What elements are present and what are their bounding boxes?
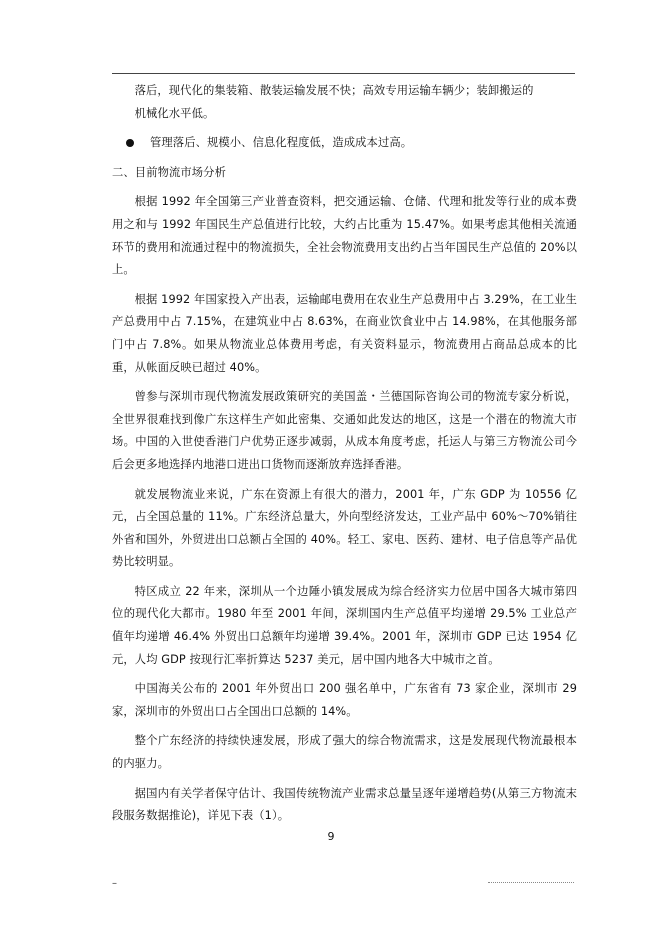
continued-paragraph [112, 80, 577, 125]
header-rule [112, 73, 575, 74]
paragraph-6: 中国海关公布的 2001 年外贸出口 200 强名单中，广东省有 73 家企业，深圳市 29 家，深圳市的外贸出口占全国出口总额的 14%。 [112, 682, 577, 718]
bullet-item [112, 132, 577, 155]
bullet-dot-icon [126, 139, 134, 147]
paragraph-1: 根据 1992 年全国第三产业普查资料，把交通运输、仓储、代理和批发等行业的成本费用之和与 1992 年国民生产总值进行比较，大约占比重为 15.47%。如果考虑其他相关流通环节的费用和流通过程中的物流损失，全社会物流费用支出约占当年国民生产总值的 20%以上。 [112, 195, 577, 277]
document-body [112, 80, 577, 835]
page-number: 9 [327, 830, 335, 843]
footer-right-rule [488, 882, 574, 883]
continued-line-2: 机械化水平低。 [134, 106, 215, 120]
footer-left-mark: – [112, 878, 117, 889]
bullet-text: 管理落后、规模小、信息化程度低，造成成本过高。 [150, 136, 413, 150]
paragraph-2: 根据 1992 年国家投入产出表，运输邮电费用在农业生产总费用中占 3.29%，在工业生产总费用中占 7.15%，在建筑业中占 8.63%，在商业饮食业中占 14.98%，在其他服务部门中占 7.8%。如果从物流业总体费用考虑，有关资料显示，物流费用占商品总成本的比重，从帐面反映已超过 40%。 [112, 292, 577, 374]
paragraph-8: 据国内有关学者保守估计、我国传统物流产业需求总量呈逐年递增趋势(从第三方物流末段服务数据推论)，详见下表（1）。 [112, 786, 577, 823]
section-heading: 二、目前物流市场分析 [112, 165, 226, 179]
paragraph-7: 整个广东经济的持续快速发展，形成了强大的综合物流需求，这是发展现代物流最根本的内驱力。 [112, 734, 577, 771]
paragraph-4: 就发展物流业来说，广东在资源上有很大的潜力，2001 年，广东 GDP 为 10556 亿元，占全国总量的 11%。广东经济总量大，外向型经济发达，工业产品中 60%～70%销往外省和国外，外贸进出口总额占全国的 40%。轻工、家电、医药、建材、电子信息等产品优势比较明显。 [112, 487, 577, 569]
continued-line-1: 落后，现代化的集装箱、散装运输发展不快；高效专用运输车辆少；装卸搬运的 [134, 84, 534, 97]
paragraph-3: 曾参与深圳市现代物流发展政策研究的美国盖・兰德国际咨询公司的物流专家分析说，全世界很难找到像广东这样生产如此密集、交通如此发达的地区，这是一个潜在的物流大市场。中国的入世使香港门户优势正逐步减弱，从成本角度考虑，托运人与第三方物流公司今后会更多地选择内地港口进出口货物而逐渐放弃选择香港。 [112, 390, 577, 471]
paragraph-5: 特区成立 22 年来，深圳从一个边陲小镇发展成为综合经济实力位居中国各大城市第四位的现代化大都市。1980 年至 2001 年间，深圳国内生产总值平均递增 29.5% 工业总产值年均递增 46.4% 外贸出口总额年均递增 39.4%。2001 年，深圳市 GDP 已达 1954 亿元，人均 GDP 按现行汇率折算达 5237 美元，居中国内地各大中城市之首。 [112, 584, 577, 666]
